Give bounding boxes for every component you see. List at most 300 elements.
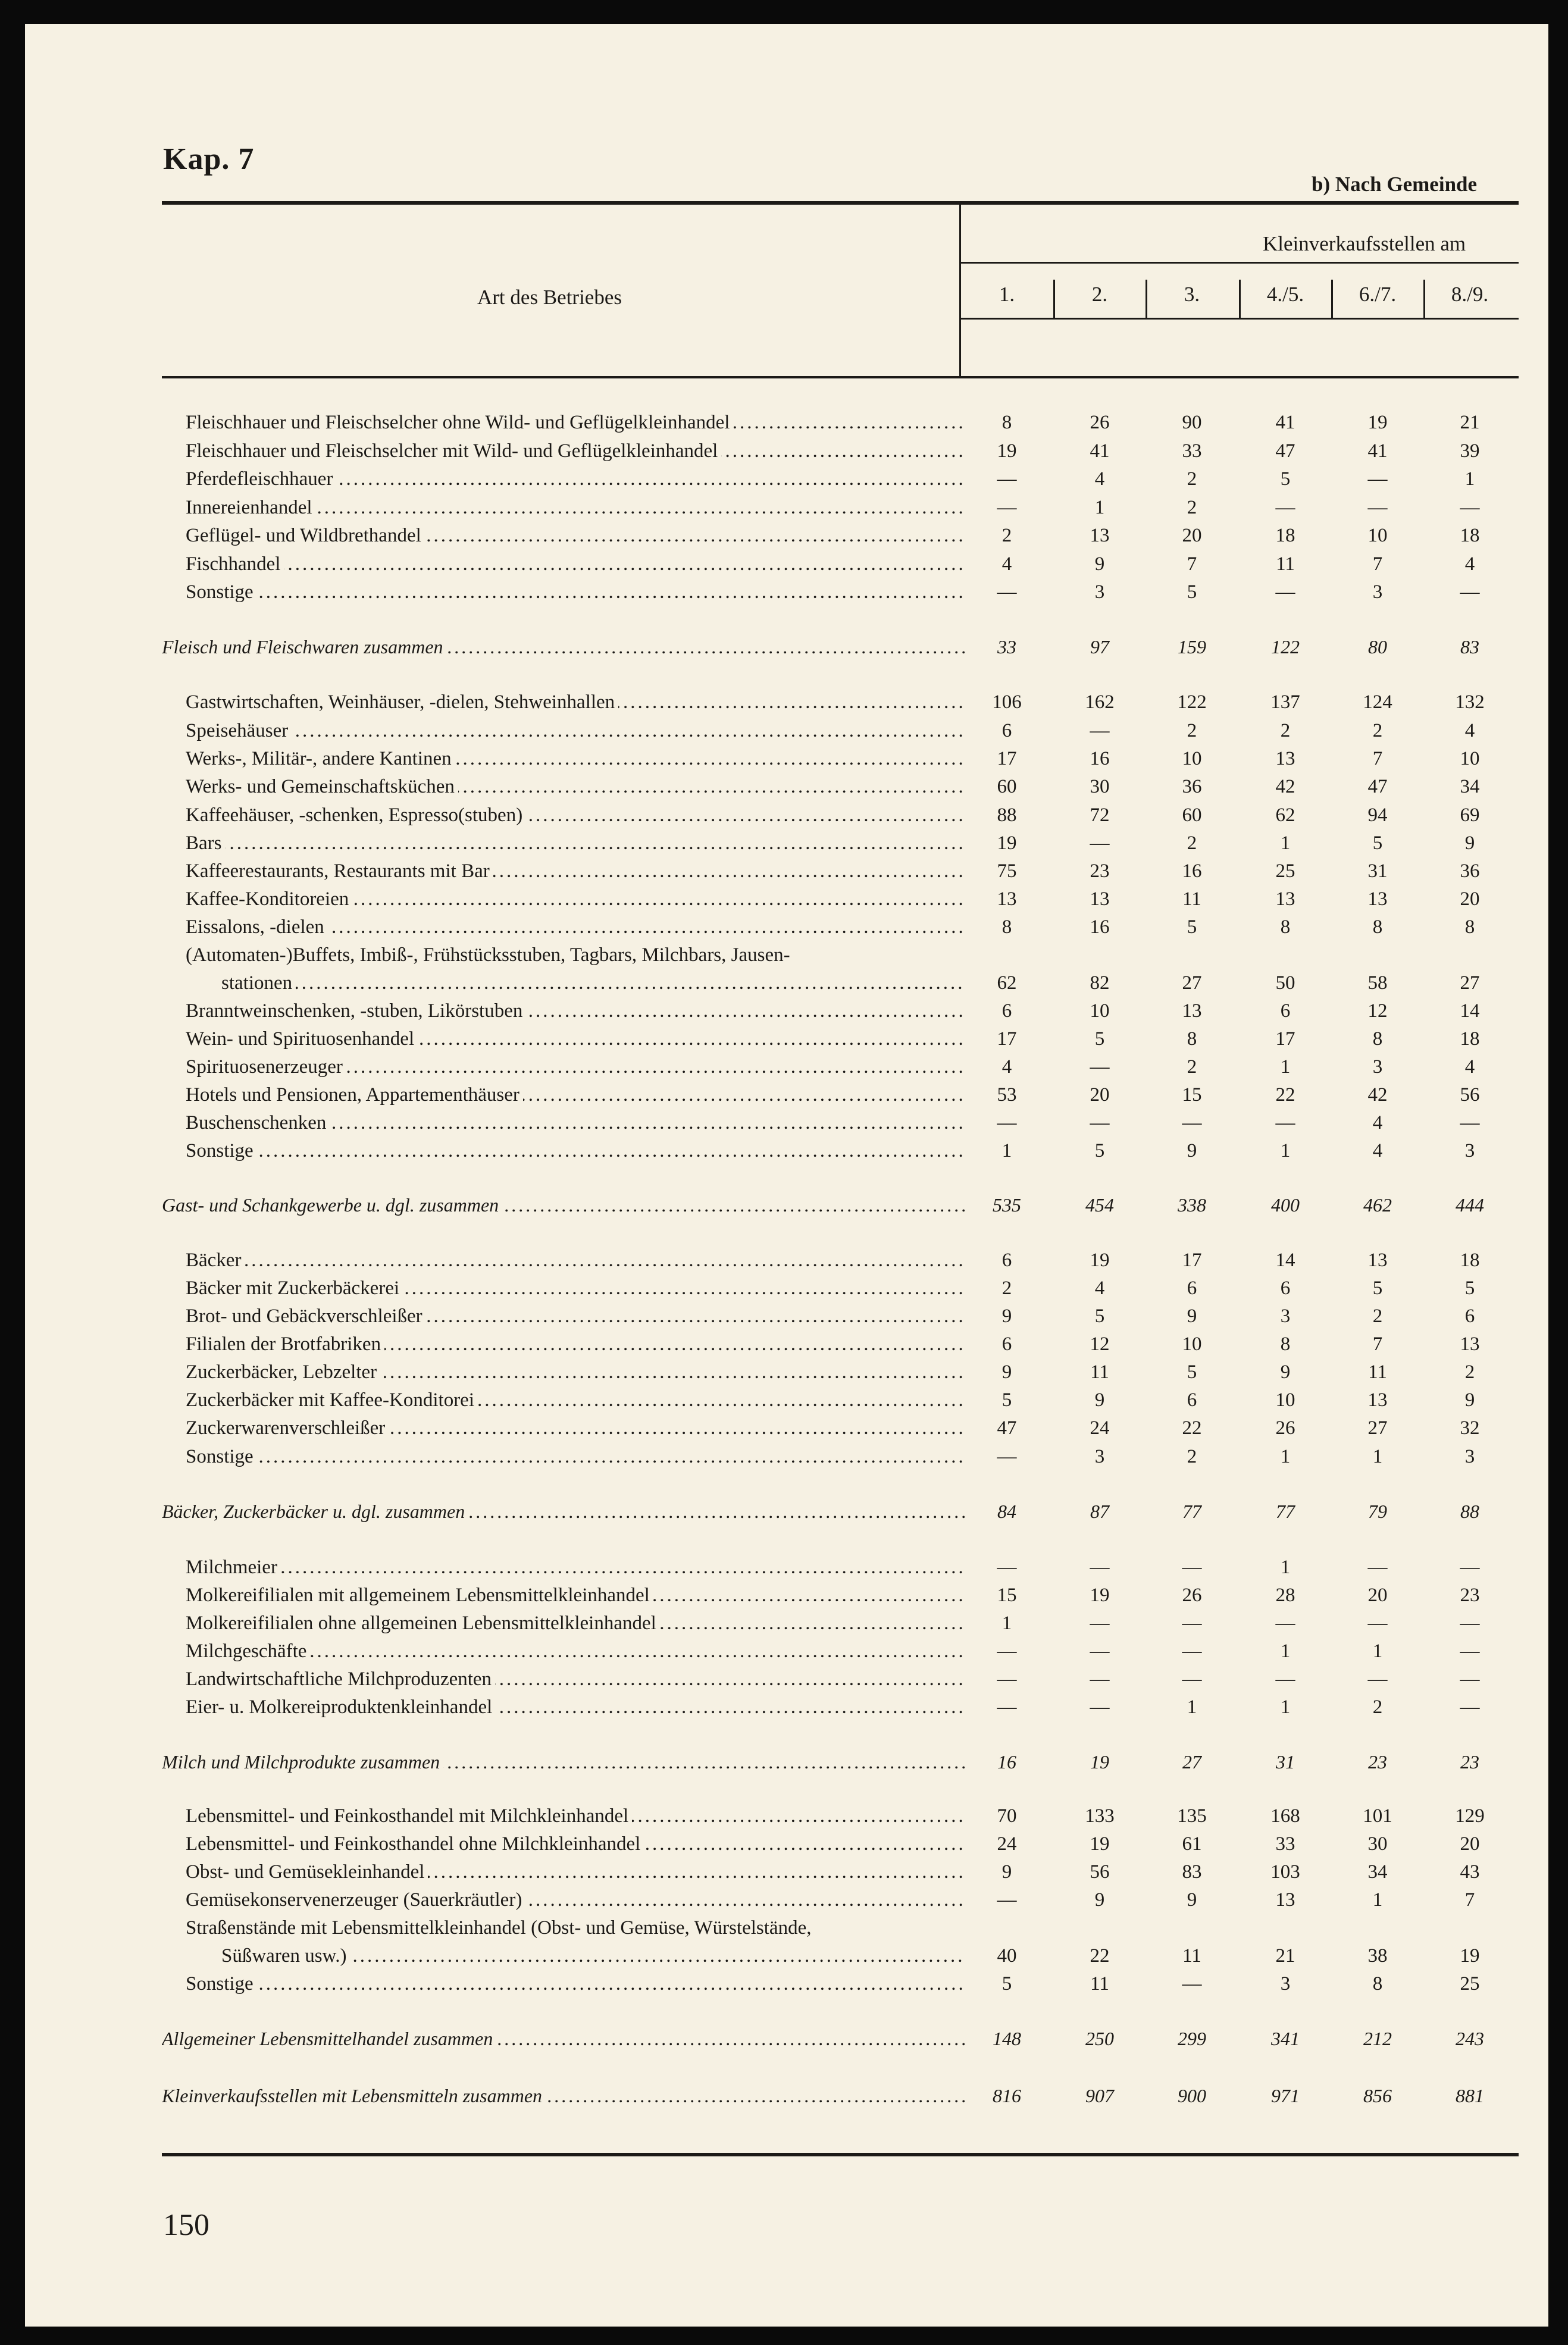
cell-col-2: 454 [1085,1194,1114,1216]
cell-col-4: 18 [1275,525,1295,546]
cell-col-5 [1333,941,1422,969]
cell-col-3: 17 [1182,1250,1202,1271]
cell-col-1: 106 [992,691,1022,713]
cell-col-6: — [1460,497,1480,518]
cell-col-6: 243 [1456,2028,1484,2049]
cell-col-5: 8 [1372,1973,1383,1995]
cell-col-5: 462 [1363,1194,1392,1216]
row-label-text: Werks-, Militär-, andere Kantinen [186,748,455,769]
cell-col-5: 7 [1372,1333,1383,1355]
row-label [186,578,965,606]
table-row [25,1330,1548,1358]
row-label-text: Kaffeerestaurants, Restaurants mit Bar [186,860,493,882]
row-label-text: Sonstige [186,1446,257,1467]
cell-col-5: 41 [1367,440,1388,462]
cell-col-6: 3 [1464,1446,1475,1467]
cell-col-4: 1 [1280,832,1291,854]
row-label [186,1081,965,1109]
cell-col-4: — [1275,1613,1295,1634]
cell-col-3: 11 [1182,1945,1201,1967]
cell-col-3: 2 [1187,468,1197,490]
cell-col-6: 4 [1464,1056,1475,1078]
cell-col-2: 87 [1090,1501,1109,1522]
cell-col-5: 8 [1372,1028,1383,1050]
cell-col-2: — [1090,1668,1110,1690]
row-label-text: Gemüsekonservenerzeuger (Sauerkräutler) [186,1889,525,1911]
row-label [186,913,965,941]
cell-col-3: 8 [1187,1028,1197,1050]
cell-col-3: 16 [1182,860,1202,882]
cell-col-3: 2 [1187,497,1197,518]
table-row [25,1665,1548,1693]
cell-col-2: 9 [1094,1889,1105,1911]
row-label-text: Eissalons, -dielen [186,916,328,938]
cell-col-2: 11 [1090,1361,1109,1383]
row-label [186,1053,965,1081]
cell-col-4: 137 [1270,691,1300,713]
cell-col-4: 8 [1280,916,1291,938]
row-label [186,1109,965,1137]
cell-col-4: 13 [1275,1889,1295,1911]
cell-col-4: 31 [1276,1751,1295,1773]
cell-col-5: 42 [1367,1084,1388,1106]
table-row [25,1553,1548,1582]
cell-col-5: 5 [1372,832,1383,854]
row-label-text: Brot- und Gebäckverschleißer [186,1305,426,1327]
cell-col-4: 8 [1280,1333,1291,1355]
cell-col-1: 4 [1001,1056,1012,1078]
table-row [25,1274,1548,1303]
cell-col-2: 1 [1094,497,1105,518]
cell-col-6: 3 [1464,1140,1475,1161]
cell-col-1: 17 [997,748,1017,769]
cell-col-3: 5 [1187,916,1197,938]
cell-col-1: — [997,1446,1017,1467]
cell-col-3: 20 [1182,525,1202,546]
cell-col-1: 8 [1001,412,1012,433]
cell-col-3: 2 [1187,832,1197,854]
cell-col-5: — [1367,1613,1388,1634]
cell-col-1 [962,941,1051,969]
cell-col-3: 338 [1178,1194,1206,1216]
cell-col-6: 9 [1464,832,1475,854]
cell-col-2: 82 [1090,972,1110,994]
cell-col-4: 13 [1275,888,1295,910]
cell-col-3 [1147,941,1237,969]
row-label [186,1970,965,1998]
row-label-text: Filialen der Brotfabriken [186,1333,384,1355]
cell-col-1: 6 [1001,720,1012,741]
cell-col-4: 122 [1271,636,1300,658]
cell-col-3: 135 [1177,1805,1207,1827]
subtotal-row [25,1497,1548,1526]
cell-col-2: 10 [1090,1000,1110,1022]
cell-col-6: — [1460,1640,1480,1662]
column-header-2: 2. [1091,283,1108,306]
cell-col-4: 14 [1275,1250,1295,1271]
cell-col-4: 62 [1275,804,1295,826]
cell-col-4: 1 [1280,1640,1291,1662]
row-label-text: stationen [221,972,296,994]
row-label [221,1942,965,1970]
table-row [25,1886,1548,1914]
cell-col-2: 9 [1094,553,1105,575]
cell-col-1: 2 [1001,1278,1012,1299]
cell-col-6: 10 [1460,748,1480,769]
row-label-text: Molkereifilialen ohne allgemeinen Lebensmittelkleinhandel [186,1613,660,1634]
row-label [186,1274,965,1303]
table-row [25,744,1548,773]
table-row [25,941,1548,969]
table-row [25,1442,1548,1471]
cell-col-6: 88 [1460,1501,1479,1522]
cell-col-4: 1 [1280,1140,1291,1161]
cell-col-4: — [1275,1668,1295,1690]
cell-col-3: 36 [1182,776,1202,797]
cell-col-2: 20 [1090,1084,1110,1106]
cell-col-6 [1425,941,1514,969]
row-label [186,997,965,1025]
cell-col-1: 1 [1001,1140,1012,1161]
cell-col-3 [1147,1914,1237,1942]
table-row [25,1246,1548,1275]
subtotal-row [25,2024,1548,2053]
cell-col-1: 13 [997,888,1017,910]
table-row [25,1386,1548,1414]
cell-col-6: 34 [1460,776,1480,797]
row-label [186,1858,965,1886]
row-label [186,772,965,801]
cell-col-5: 23 [1368,1751,1387,1773]
table-row [25,1302,1548,1330]
row-label-text: Sonstige [186,1973,257,1995]
cell-col-3: 9 [1187,1140,1197,1161]
cell-col-5: 94 [1367,804,1388,826]
cell-col-2: 56 [1090,1861,1110,1883]
cell-col-2: 24 [1090,1417,1110,1439]
cell-col-1: — [997,1889,1017,1911]
table-row [25,1053,1548,1081]
cell-col-4: 6 [1280,1278,1291,1299]
cell-col-4: 22 [1275,1084,1295,1106]
row-label [186,744,965,773]
table-row [25,1609,1548,1638]
cell-col-4: — [1275,1112,1295,1134]
row-label [186,801,965,829]
cell-col-5: 8 [1372,916,1383,938]
table-row [25,772,1548,801]
cell-col-6: 2 [1464,1361,1475,1383]
cell-col-4: 33 [1275,1833,1295,1855]
cell-col-1: 8 [1001,916,1012,938]
cell-col-1: — [997,581,1017,603]
cell-col-3: — [1182,1640,1202,1662]
cell-col-2: 72 [1090,804,1110,826]
cell-col-3: 2 [1187,1446,1197,1467]
table-body [25,24,1548,2327]
cell-col-2: 26 [1090,412,1110,433]
cell-col-4: 50 [1275,972,1295,994]
document-page [25,24,1548,2327]
row-label [186,408,965,437]
cell-col-3: 900 [1178,2085,1206,2106]
cell-col-2: 23 [1090,860,1110,882]
cell-col-6: 8 [1464,916,1475,938]
cell-col-3: 6 [1187,1278,1197,1299]
cell-col-5: 13 [1367,1250,1388,1271]
row-label-text: Kleinverkaufsstellen mit Lebensmitteln zusammen [162,2085,546,2106]
table-row [25,1914,1548,1942]
table-row [25,465,1548,493]
cell-col-1: 19 [997,832,1017,854]
cell-col-1: 62 [997,972,1017,994]
cell-col-3: 90 [1182,412,1202,433]
cell-col-6: 6 [1464,1305,1475,1327]
row-label [186,857,965,885]
cell-col-2: 5 [1094,1305,1105,1327]
subtotal-row [25,2081,1548,2110]
cell-col-5: 30 [1367,1833,1388,1855]
row-label-text: Speisehäuser [186,720,292,741]
row-label-text: Fleischhauer und Fleischselcher mit Wild- und Geflügelkleinhandel [186,440,721,462]
cell-col-6: 14 [1460,1000,1480,1022]
cell-col-1: 9 [1001,1305,1012,1327]
cell-col-4: 47 [1275,440,1295,462]
row-label [186,1802,965,1830]
cell-col-3: 2 [1187,720,1197,741]
cell-col-4: 341 [1271,2028,1300,2049]
cell-col-3: — [1182,1557,1202,1578]
row-label-text: Fleischhauer und Fleischselcher ohne Wild- und Geflügelkleinhandel [186,412,733,433]
row-label [186,465,965,493]
cell-col-5: — [1367,497,1388,518]
cell-col-5: 34 [1367,1861,1388,1883]
cell-col-1: — [997,1668,1017,1690]
cell-col-2: 41 [1090,440,1110,462]
cell-col-3: 5 [1187,1361,1197,1383]
table-row [25,1025,1548,1053]
cell-col-5: 27 [1367,1417,1388,1439]
row-label-text: Spirituosenerzeuger [186,1056,346,1078]
row-label [162,633,965,661]
cell-col-6: 36 [1460,860,1480,882]
cell-col-4: 103 [1270,1861,1300,1883]
cell-col-2: 250 [1085,2028,1114,2049]
cell-col-2: 13 [1090,525,1110,546]
cell-col-1: 24 [997,1833,1017,1855]
cell-col-6: 18 [1460,1028,1480,1050]
cell-col-2: 907 [1085,2085,1114,2106]
table-row [25,1137,1548,1165]
table-row [25,997,1548,1025]
row-label [186,885,965,913]
table-row [25,1802,1548,1830]
row-label [186,716,965,745]
row-label-text: Fleisch und Fleischwaren zusammen [162,636,447,658]
cell-col-1: 15 [997,1585,1017,1606]
cell-col-6: 39 [1460,440,1480,462]
cell-col-5: 7 [1372,748,1383,769]
cell-col-6: 881 [1456,2085,1484,2106]
cell-col-2: 19 [1090,1833,1110,1855]
cell-col-1: — [997,1557,1017,1578]
cell-col-6: 13 [1460,1333,1480,1355]
cell-col-4 [1241,1914,1330,1942]
cell-col-1: 816 [993,2085,1021,2106]
row-label [162,2024,965,2053]
cell-col-5: 11 [1368,1361,1387,1383]
cell-col-5: 20 [1367,1585,1388,1606]
cell-col-4: 3 [1280,1305,1291,1327]
cell-col-4: 21 [1275,1945,1295,1967]
cell-col-3: 83 [1182,1861,1202,1883]
row-label [186,1386,965,1414]
row-label-text: Wein- und Spirituosenhandel [186,1028,418,1050]
cell-col-5 [1333,1914,1422,1942]
cell-col-6: 129 [1455,1805,1485,1827]
cell-col-4: 3 [1280,1973,1291,1995]
row-label-text: Obst- und Gemüsekleinhandel [186,1861,428,1883]
row-label [186,1830,965,1858]
cell-col-2: 30 [1090,776,1110,797]
cell-col-3: 22 [1182,1417,1202,1439]
table-row [25,913,1548,941]
row-label-text: Milchmeier [186,1557,281,1578]
cell-col-2: — [1090,720,1110,741]
cell-col-6: 7 [1464,1889,1475,1911]
row-label-text: Gast- und Schankgewerbe u. dgl. zusammen [162,1194,502,1216]
cell-col-5: 4 [1372,1140,1383,1161]
row-label [186,1693,965,1721]
row-label [162,2081,965,2110]
table-row [25,1858,1548,1886]
cell-col-6: 25 [1460,1973,1480,1995]
cell-col-2: 19 [1090,1250,1110,1271]
row-label-text: Innereienhandel [186,497,316,518]
cell-col-5: 212 [1363,2028,1392,2049]
cell-col-3: 159 [1178,636,1206,658]
cell-col-2: 19 [1090,1751,1109,1773]
cell-col-6: 4 [1464,720,1475,741]
cell-col-4: 971 [1271,2085,1300,2106]
cell-col-6: 21 [1460,412,1480,433]
row-label-text: Eier- u. Molkereiproduktenkleinhandel [186,1696,496,1718]
cell-col-4 [1241,941,1330,969]
row-label-text: Molkereifilialen mit allgemeinem Lebensmittelkleinhandel [186,1585,653,1606]
cell-col-1: 2 [1001,525,1012,546]
cell-col-4: 1 [1280,1557,1291,1578]
cell-col-4: 28 [1275,1585,1295,1606]
cell-col-3: 27 [1182,1751,1201,1773]
cell-col-4: 77 [1276,1501,1295,1522]
row-label [186,688,965,716]
table-row [25,969,1548,997]
cell-col-4: 41 [1275,412,1295,433]
cell-col-6: 20 [1460,888,1480,910]
cell-col-5: 7 [1372,553,1383,575]
cell-col-3: 6 [1187,1389,1197,1411]
row-label-text: Straßenstände mit Lebensmittelkleinhandel (Obst- und Gemüse, Würstelstände, [186,1917,815,1939]
row-label [186,1914,965,1942]
cell-col-2: 97 [1090,636,1109,658]
cell-col-1: 33 [997,636,1016,658]
table-row [25,550,1548,578]
row-label [162,1191,965,1219]
table-row [25,1970,1548,1998]
cell-col-5: 13 [1367,1389,1388,1411]
cell-col-5: 4 [1372,1112,1383,1134]
cell-col-5: 3 [1372,1056,1383,1078]
cell-col-2: 22 [1090,1945,1110,1967]
row-label-text: Sonstige [186,1140,257,1161]
cell-col-3: 33 [1182,440,1202,462]
cell-col-5: 80 [1368,636,1387,658]
cell-col-1: — [997,1696,1017,1718]
cell-col-6: 444 [1456,1194,1484,1216]
row-label-text: Lebensmittel- und Feinkosthandel mit Milchkleinhandel [186,1805,632,1827]
cell-col-1: 53 [997,1084,1017,1106]
cell-col-3: 60 [1182,804,1202,826]
row-label-text: Bäcker mit Zuckerbäckerei [186,1278,403,1299]
cell-col-1: 19 [997,440,1017,462]
cell-col-2: 13 [1090,888,1110,910]
cell-col-2: 4 [1094,468,1105,490]
cell-col-1: — [997,1112,1017,1134]
cell-col-1: 4 [1001,553,1012,575]
row-label-text: Zuckerwarenverschleißer [186,1417,389,1439]
cell-col-2: 12 [1090,1333,1110,1355]
cell-col-3: 61 [1182,1833,1202,1855]
cell-col-5: 38 [1367,1945,1388,1967]
cell-col-4: 25 [1275,860,1295,882]
cell-col-5: — [1367,1668,1388,1690]
row-label-text: Pferdefleischhauer [186,468,336,490]
cell-col-6: 19 [1460,1945,1480,1967]
column-header-6: 8./9. [1451,283,1489,306]
cell-col-6: 43 [1460,1861,1480,1883]
cell-col-1: 9 [1001,1361,1012,1383]
cell-col-1: 535 [993,1194,1021,1216]
cell-col-4: 11 [1276,553,1295,575]
cell-col-1: — [997,497,1017,518]
cell-col-3: — [1182,1613,1202,1634]
cell-col-4: 13 [1275,748,1295,769]
cell-col-1: 75 [997,860,1017,882]
row-label-text: Milchgeschäfte [186,1640,310,1662]
table-row [25,1693,1548,1721]
cell-col-6: 18 [1460,1250,1480,1271]
cell-col-3: 9 [1187,1305,1197,1327]
cell-col-6: 5 [1464,1278,1475,1299]
cell-col-4: 168 [1270,1805,1300,1827]
row-label-text: Bars [186,832,226,854]
cell-col-3: 27 [1182,972,1202,994]
cell-col-5: 19 [1367,412,1388,433]
row-label-text: Werks- und Gemeinschaftsküchen [186,776,458,797]
cell-col-5: — [1367,468,1388,490]
cell-col-4: 400 [1271,1194,1300,1216]
cell-col-5: 31 [1367,860,1388,882]
cell-col-6: 69 [1460,804,1480,826]
row-label [186,1637,965,1665]
row-label [186,521,965,550]
cell-col-6: 9 [1464,1389,1475,1411]
cell-col-2: — [1090,1056,1110,1078]
cell-col-4: 26 [1275,1417,1295,1439]
row-label [186,1246,965,1275]
cell-col-3: 26 [1182,1585,1202,1606]
cell-col-1: 6 [1001,1250,1012,1271]
